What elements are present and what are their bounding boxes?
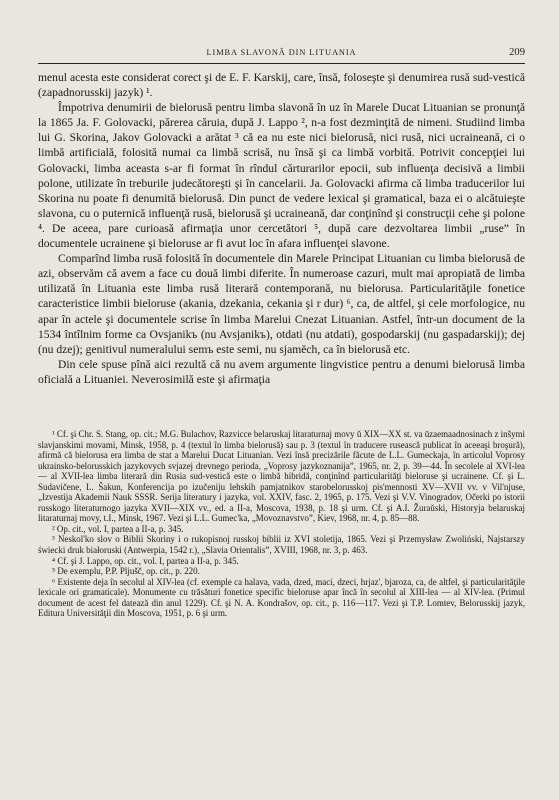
main-text bbox=[38, 70, 525, 387]
paragraph: menul acesta este considerat corect şi de E. F. Karskij, care, însă, foloseşte şi denumirea rusă sud-vestică (zapadnorusskij jazyk) ¹. bbox=[38, 71, 525, 100]
footnote: ¹ Cf. şi Chr. S. Stang, op. cit.; M.G. Bulachov, Razvicce belaruskaj litaraturnaj movy ŭ XIX—XX st. va ūzaemaadnosinach z inšymi slavjanskimi movami, Minsk, 1958, p. 4 (textul în limba bielorusă) sau p. 3 (textul în traducere rusească publicat în aceeaşi broşură), afirmă că bielorusa era limba de stat a Marelui Ducat Lituanian. Vezi însă precizările făcute de L.L. Gumeckaja, în articolul Voprosy ukrainsko-belorusskich jazykovych svjazej drevnego perioda, „Voprosy jazykoznanija”, 1965, nr. 2, p. 39—44. În secolele al XVI-lea — al XVII-lea limba literară din Rusia sud-vestică este o limbă hibridă, conţinînd particularităţi bieloruse şi ucrainene. Cf. şi L. Sudavičene, L. Šakun, Konferencija po izučeniju lehskih pamjatnikov starobelorusskoj pis'mennosti XV—XVII vv. v Vil'njuse, „Izvestija Akademii Nauk SSSR. Serija literatury i jazyka, vol. XXIV, fasc. 2, 1965, p. 175. Vezi şi V.V. Vinogradov, Očerki po istorii russkogo literaturnogo jazyka XVII—XIX vv., ed. a II-a, Moscova, 1938, p. 18 şi urm. Cf. şi A.I. Žuraŭski, Historyja belaruskaj litaraturnaj movy, t.I., Minsk, 1967. Vezi şi L.L. Gumec'ka, „Movoznavstvo”, Kiev, 1968, nr. 4, p. 85—88. bbox=[38, 429, 525, 524]
footnote: ² Op. cit., vol. I, partea a II-a, p. 345. bbox=[52, 523, 184, 534]
page-number: 209 bbox=[509, 47, 525, 58]
footnote: ³ Neskol'ko slov o Biblii Skoriny i o rukopisnoj russkoj biblii iz XVI stoletija, 1865. Vezi şi Przemysław Zwoliński, Najstarszy świecki druk białoruski (Antwerpia, 1542 r.), „Slavia Orientalis”, XVIII, 1968, nr. 3, p. 463. bbox=[38, 534, 525, 556]
paragraph: Împotriva denumirii de bielorusă pentru limba slavonă în uz în Marele Ducat Lituanian se pronunţă la 1865 Ja. F. Golovacki, părerea căruia, după J. Lappo ², n-a fost dezminţită de nimeni. Studiind limba lui G. Skorina, Jakov Golovacki a arătat ³ că ea nu este nici bielorusă, nici rusă, nici ucraineană, ci o limbă artificială, folosită numai ca limbă scrisă, nu însă şi ca limbă vorbită. Potrivit concepţiei lui Golovacki, limba aceasta s-ar fi format în rîndul cărturarilor epocii, sub influenţa decisivă a limbii polone, utilizate în treburile judecătoreşti şi în cancelarii. Ja. Golovacki afirma că limba traducerilor lui Skorina nu poate fi denumită bielorusă. Din punct de vedere lexical şi gramatical, baza ei o alcătuieşte slavona, cu o puternică influenţă rusă, bielorusă şi ucraineană, dar conţinînd şi construcţii cehe şi polone ⁴. De aceea, pare curioasă afirmaţia unor cercetători ⁵, după care dezvoltarea limbii „ruse” în documentele ucrainene şi bieloruse ar fi avut loc în afara influenţei slavone. bbox=[38, 101, 525, 251]
footnotes bbox=[38, 429, 525, 619]
paragraph: Comparînd limba rusă folosită în documentele din Marele Principat Lituanian cu limba bielorusă de azi, observăm că avem a face cu două limbi diferite. În numeroase cazuri, mult mai apropiată de limba utilizată în Lituania este limba rusă literară contemporană, nu bielorusa. Particularităţile fonetice caracteristice limbii bieloruse (akania, dzekania, cekania şi r dur) ⁶, ca, de altfel, şi cele morfologice, nu apar în actele şi documentele scrise în limba Marelui Cnezat Lituanian. Astfel, într-un document de la 1534 întîlnim forme ca Ovsjanikъ (nu Avsjanikъ), otdati (nu atdati), gospodarskij (nu gaspadarskij); dej (nu dzej); genitivul numeralului semъ este semi, nu sjaměch, ca în bielorusă etc. bbox=[38, 252, 525, 356]
paragraph: Din cele spuse pînă aici rezultă că nu avem argumente lingvistice pentru a denumi bielorusă limba oficială a Lituaniei. Neverosimilă este şi afirmaţia bbox=[38, 357, 525, 386]
footnote: ⁶ Existente deja în secolul al XIV-lea (cf. exemple ca halava, vada, dzed, maci, dzeci, hrjaz', bjaroza, ca, de altfel, şi particularităţile lexicale ori gramaticale). Monumente cu trăsături fonetice specific bieloruse apar încă în secolul al XIII-lea — al XIV-lea. (Primul document de acest fel datează din anul 1229). Cf. şi N. A. Kondrašov, op. cit., p. 116—117. Vezi şi T.P. Lomtev, Belorusskij jazyk, Editura Universităţii din Moscova, 1951, p. 6 şi urm. bbox=[38, 576, 525, 619]
footnote: ⁴ Cf. şi J. Lappo, op. cit., vol. I, partea a II-a, p. 345. bbox=[52, 555, 239, 566]
running-title: LIMBA SLAVONĂ DIN LITUANIA bbox=[206, 48, 357, 57]
header-rule bbox=[38, 63, 525, 64]
footnote: ⁵ De exemplu, P.P. Pljušč, op. cit., p. 220. bbox=[52, 566, 200, 577]
page-header bbox=[38, 48, 525, 62]
